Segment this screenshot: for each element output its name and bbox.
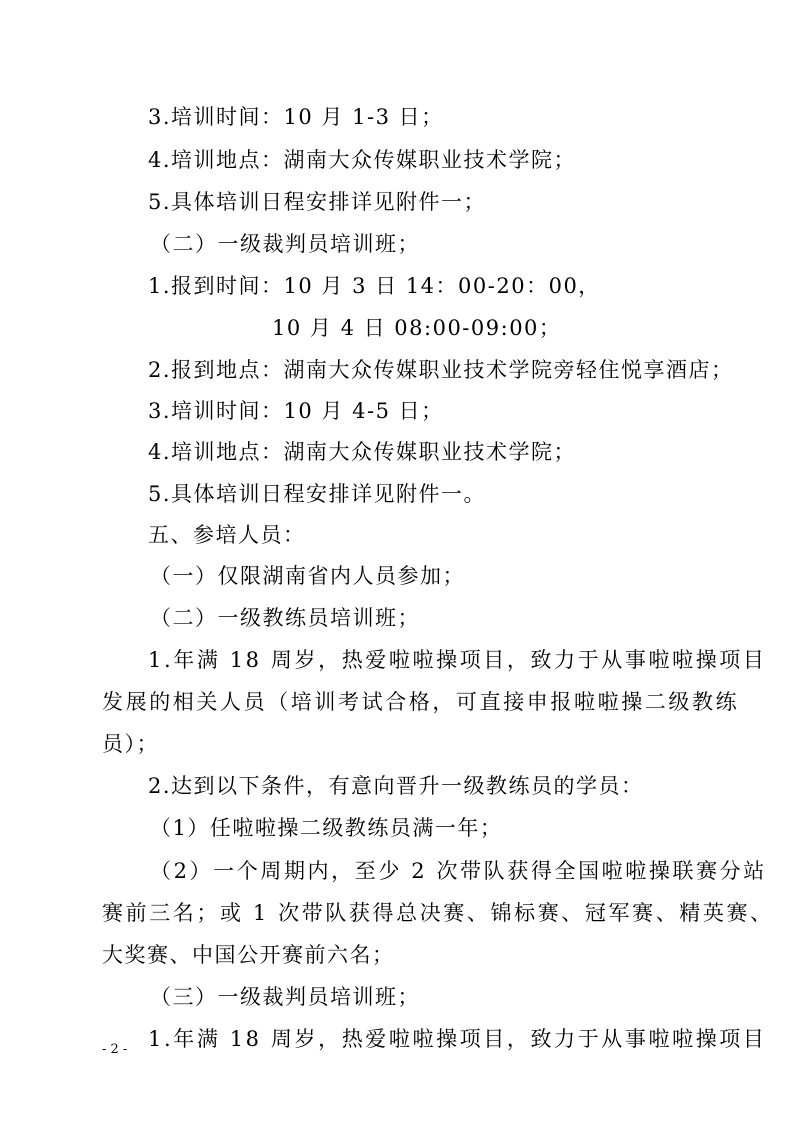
section-heading-coach-training: （二）一级教练员培训班；	[150, 606, 420, 630]
text-line-2: 4.培训地点：湖南大众传媒职业技术学院；	[148, 148, 577, 172]
text-line-9: 4.培训地点：湖南大众传媒职业技术学院；	[148, 440, 577, 464]
text-line-1: 3.培训时间：10 月 1-3 日；	[148, 105, 444, 129]
text-line-12: （一）仅限湖南省内人员参加；	[150, 564, 465, 588]
text-line-14: 1.年满 18 周岁，热爱啦啦操项目，致力于从事啦啦操项目	[148, 648, 767, 672]
text-line-20: 赛前三名；或 1 次带队获得总决赛、锦标赛、冠军赛、精英赛、	[102, 901, 774, 925]
text-line-10: 5.具体培训日程安排详见附件一。	[148, 482, 487, 506]
text-line-18: （1）任啦啦操二级教练员满一年；	[150, 816, 503, 840]
page-number: - 2 -	[102, 1042, 128, 1057]
text-line-7: 2.报到地点：湖南大众传媒职业技术学院旁轻住悦享酒店；	[148, 358, 734, 382]
text-line-19: （2）一个周期内，至少 2 次带队获得全国啦啦操联赛分站	[150, 859, 767, 883]
text-line-15: 发展的相关人员（培训考试合格，可直接申报啦啦操二级教练	[102, 690, 740, 714]
section-heading-referee-training: （二）一级裁判员培训班；	[150, 232, 420, 256]
text-line-5: 1.报到时间：10 月 3 日 14：00-20：00，	[148, 274, 601, 298]
text-line-23: 1.年满 18 周岁，热爱啦啦操项目，致力于从事啦啦操项目	[148, 1027, 767, 1051]
text-line-3: 5.具体培训日程安排详见附件一；	[148, 190, 487, 214]
text-line-6: 10 月 4 日 08:00-09:00；	[272, 316, 562, 340]
section-heading-participants: 五、参培人员：	[148, 523, 306, 547]
text-line-8: 3.培训时间：10 月 4-5 日；	[148, 399, 444, 423]
text-line-21: 大奖赛、中国公开赛前六名；	[102, 943, 395, 967]
text-line-16: 员）；	[102, 732, 159, 756]
text-line-17: 2.达到以下条件，有意向晋升一级教练员的学员：	[148, 774, 644, 798]
section-heading-referee-requirements: （三）一级裁判员培训班；	[150, 985, 420, 1009]
